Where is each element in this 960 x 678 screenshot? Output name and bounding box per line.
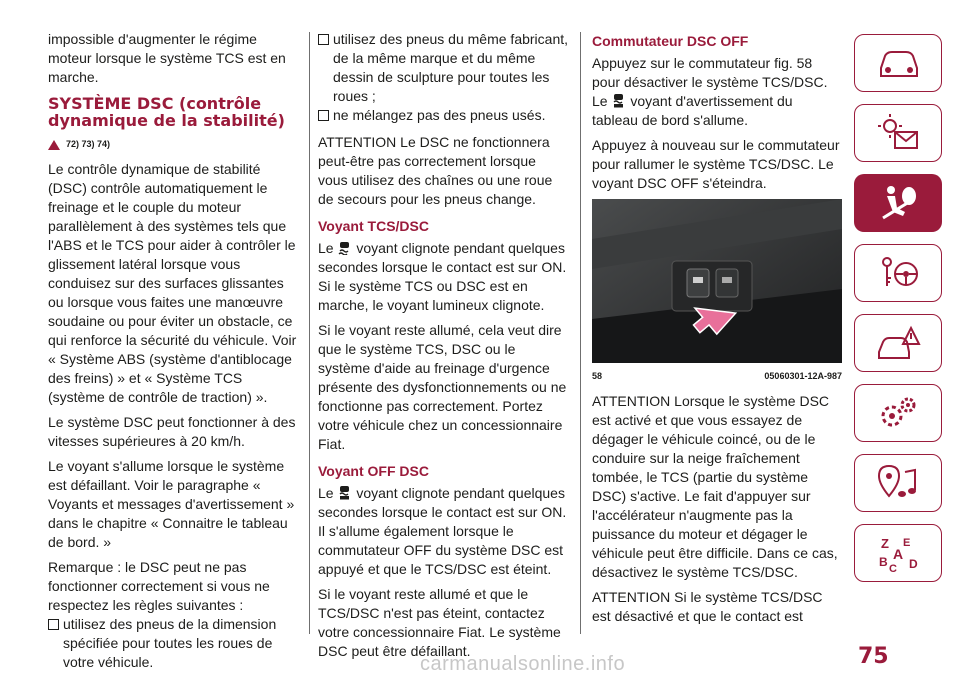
paragraph-off-lamp-on: Si le voyant reste allumé et que le TCS/DSC n'est pas éteint, contactez votre concessionnaire Fiat. Le système DSC peut être défaillant. xyxy=(318,586,561,659)
tab-starting-driving[interactable] xyxy=(854,244,942,302)
svg-text:B: B xyxy=(879,555,888,569)
paragraph-switch-off: Appuyez sur le commutateur fig. 58 pour désactiver le système TCS/DSC. Le voyant d'avertissement du tableau de bord s'allume. xyxy=(592,55,828,128)
paragraph-intro: impossible d'augmenter le régime moteur lorsque le système TCS est en marche. xyxy=(48,31,286,85)
checkbox-bullet-icon xyxy=(48,619,59,630)
bullet-text: ne mélangez pas des pneus usés. xyxy=(333,107,546,123)
tab-maintenance[interactable] xyxy=(854,384,942,442)
paragraph-off-lamp: Le voyant clignote pendant quelques secondes lorsque le contact est sur ON. Il s'allume également lorsque le commutateur OFF du système DSC est appuyé et que le TCS/DSC est éteint. xyxy=(318,485,567,577)
music-navigation-icon xyxy=(875,462,921,504)
paragraph-switch-on: Appuyez à nouveau sur le commutateur pour rallumer le système TCS/DSC. Le voyant DSC OFF s'éteindra. xyxy=(592,137,840,191)
paragraph-tcs-lamp-on: Si le voyant reste allumé, cela veut dire que le système TCS, DSC ou le système d'aide au freinage d'urgence présente des dysfonctionnements ou ne fonctionne pas correctement. Portez votre véhicule chez un concessionnaire Fiat. xyxy=(318,322,567,452)
alphabet-index-icon xyxy=(875,532,921,574)
figure-dsc-switch-photo xyxy=(592,199,842,363)
svg-text:E: E xyxy=(903,537,911,549)
dsc-off-icon xyxy=(612,94,625,108)
paragraph-attention-stuck: ATTENTION Lorsque le système DSC est activé et que vous essayez de dégager le véhicule coincé, ou de le conduire sur la neige fraîchement tombée, le TCS (partie du système DSC) s'active. Le fait d'appuyer sur l'accélérateur n'augmente pas la puissance du moteur et dégager le véhicule peut être difficile. Dans ce cas, désactivez le système TCS/DSC. xyxy=(592,393,838,580)
checkbox-bullet-icon xyxy=(318,110,329,121)
svg-text:A: A xyxy=(893,546,904,562)
tab-warning-lights[interactable] xyxy=(854,104,942,162)
bullet-item xyxy=(318,30,568,106)
paragraph-remark: Remarque : le DSC peut ne pas fonctionner correctement si vous ne respectez les règles suivantes : xyxy=(48,559,270,613)
paragraph-dsc-description: Le contrôle dynamique de stabilité (DSC) contrôle automatiquement le freinage et le couple du moteur parallèlement à des systèmes tels que l'ABS et le TCS pour aider à contrôler le glissement latéral lorsque vous conduisez sur des surfaces glissantes ou lorsque vous faites une manœuvre soudaine ou pour éviter un obstacle, ce qui renforce la sécurité du véhicule. Voir « Système ABS (système d'antiblocage des freins) » et « Système TCS (système de contrôle de traction) ». xyxy=(48,161,297,405)
dashboard-switch-illustration xyxy=(592,199,842,363)
warning-triangle-icon xyxy=(48,140,60,150)
paragraph-attention-chains: ATTENTION Le DSC ne fonctionnera peut-être pas correctement lorsque vous utilisez des chaînes ou une roue de secours pour les pneus change. xyxy=(318,134,553,207)
section-heading-dsc: SYSTÈME DSC (contrôle dynamique de la stabilité) xyxy=(48,94,285,130)
svg-text:C: C xyxy=(889,563,897,574)
tab-multimedia[interactable] xyxy=(854,454,942,512)
svg-text:D: D xyxy=(909,557,918,571)
figure-caption xyxy=(592,367,842,386)
warning-lights-icon xyxy=(875,112,921,154)
paragraph-dsc-speed: Le système DSC peut fonctionner à des vitesses supérieures à 20 km/h. xyxy=(48,414,296,449)
bullet-item xyxy=(48,615,298,672)
subheading-dsc-off-switch: Commutateur DSC OFF xyxy=(592,33,749,49)
paragraph-tcs-lamp: Le voyant clignote pendant quelques secondes lorsque le contact est sur ON. Si le système TCS ou DSC est en marche, le voyant lumineux clignote. xyxy=(318,240,567,313)
paragraph-attention-deactivated: ATTENTION Si le système TCS/DSC est désactivé et que le contact est xyxy=(592,589,823,624)
column-3 xyxy=(592,30,842,632)
tab-index[interactable] xyxy=(854,524,942,582)
watermark-text: carmanualsonline.info xyxy=(420,653,626,675)
bullet-text: utilisez des pneus du même fabricant, de la même marque et du même dessin de sculpture pour toutes les roues ; xyxy=(333,31,569,104)
figure-code: 05060301-12A-987 xyxy=(764,371,842,381)
column-2 xyxy=(318,30,568,667)
page-number: 75 xyxy=(858,644,889,669)
warning-reference-numbers: 72) 73) 74) xyxy=(66,139,111,149)
warning-references xyxy=(48,135,298,154)
figure-number: 58 xyxy=(592,371,603,381)
tab-dashboard[interactable] xyxy=(854,34,942,92)
bullet-item xyxy=(318,106,568,125)
checkbox-bullet-icon xyxy=(318,34,329,45)
svg-text:Z: Z xyxy=(881,536,889,551)
tab-safety[interactable] xyxy=(854,174,942,232)
bullet-text: utilisez des pneus de la dimension spécifiée pour toutes les roues de votre véhicule. xyxy=(63,616,277,670)
paragraph-dsc-lamp: Le voyant s'allume lorsque le système est défaillant. Voir le paragraphe « Voyants et messages d'avertissement » dans le chapitre « Connaitre le tableau de bord. » xyxy=(48,458,295,550)
dsc-off-icon xyxy=(338,486,351,500)
key-steering-icon xyxy=(875,252,921,294)
column-divider xyxy=(309,32,310,634)
subheading-tcs-dsc-lamp: Voyant TCS/DSC xyxy=(318,218,429,234)
airbag-seat-icon xyxy=(875,182,921,224)
subheading-off-dsc-lamp: Voyant OFF DSC xyxy=(318,463,429,479)
gears-maintenance-icon xyxy=(875,392,921,434)
column-1 xyxy=(48,30,298,672)
car-dashboard-icon xyxy=(875,42,921,84)
tcs-skid-car-icon xyxy=(338,241,351,255)
column-divider xyxy=(580,32,581,634)
car-emergency-icon xyxy=(875,322,921,364)
tab-emergency[interactable] xyxy=(854,314,942,372)
